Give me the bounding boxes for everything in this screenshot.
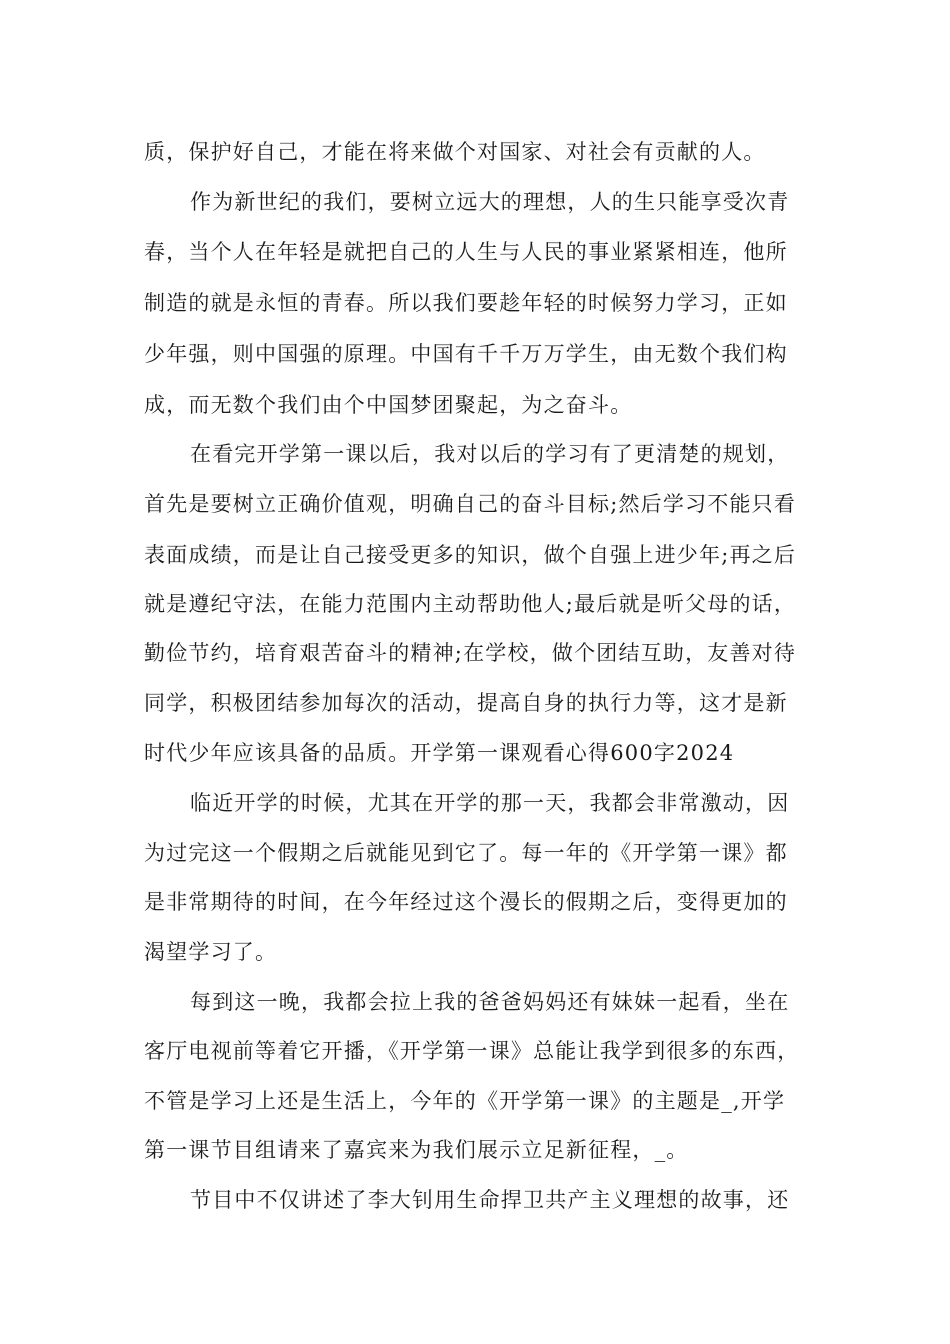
text-line: 勤俭节约，培育艰苦奋斗的精神;在学校，做个团结互助，友善对待 [144,641,797,665]
text-line: 临近开学的时候，尤其在开学的那一天，我都会非常激动，因 [190,791,790,815]
text-line: 就是遵纪守法，在能力范围内主动帮助他人;最后就是听父母的话， [144,592,797,616]
text-line: 春，当个人在年轻是就把自己的人生与人民的事业紧紧相连，他所 [144,240,788,264]
text-line: 时代少年应该具备的品质。开学第一课观看心得600字2024 [144,741,735,765]
text-line: 质，保护好自己，才能在将来做个对国家、对社会有贡献的人。 [144,140,766,164]
text-line: 成，而无数个我们由个中国梦团聚起，为之奋斗。 [144,393,633,417]
text-line: 节目中不仅讲述了李大钊用生命捍卫共产主义理想的故事，还 [190,1188,790,1212]
text-line: 为过完这一个假期之后就能见到它了。每一年的《开学第一课》都 [144,841,788,865]
text-line: 是非常期待的时间，在今年经过这个漫长的假期之后，变得更加的 [144,890,788,914]
text-line: 同学，积极团结参加每次的活动，提高自身的执行力等，这才是新 [144,691,788,715]
text-line: 不管是学习上还是生活上，今年的《开学第一课》的主题是_,开学 [144,1089,786,1113]
text-line: 少年强，则中国强的原理。中国有千千万万学生，由无数个我们构 [144,342,788,366]
text-line: 客厅电视前等着它开播，《开学第一课》总能让我学到很多的东西， [144,1039,800,1063]
text-line: 作为新世纪的我们，要树立远大的理想，人的生只能享受次青 [190,190,790,214]
text-line: 制造的就是永恒的青春。所以我们要趁年轻的时候努力学习，正如 [144,291,788,315]
text-line: 第一课节目组请来了嘉宾来为我们展示立足新征程，_。 [144,1138,689,1162]
text-line: 表面成绩，而是让自己接受更多的知识，做个自强上进少年;再之后 [144,543,797,567]
text-line: 在看完开学第一课以后，我对以后的学习有了更清楚的规划， [190,442,790,466]
text-line: 每到这一晚，我都会拉上我的爸爸妈妈还有妹妹一起看，坐在 [190,990,790,1014]
text-line: 渴望学习了。 [144,940,278,964]
text-line: 首先是要树立正确价值观，明确自己的奋斗目标;然后学习不能只看 [144,492,797,516]
